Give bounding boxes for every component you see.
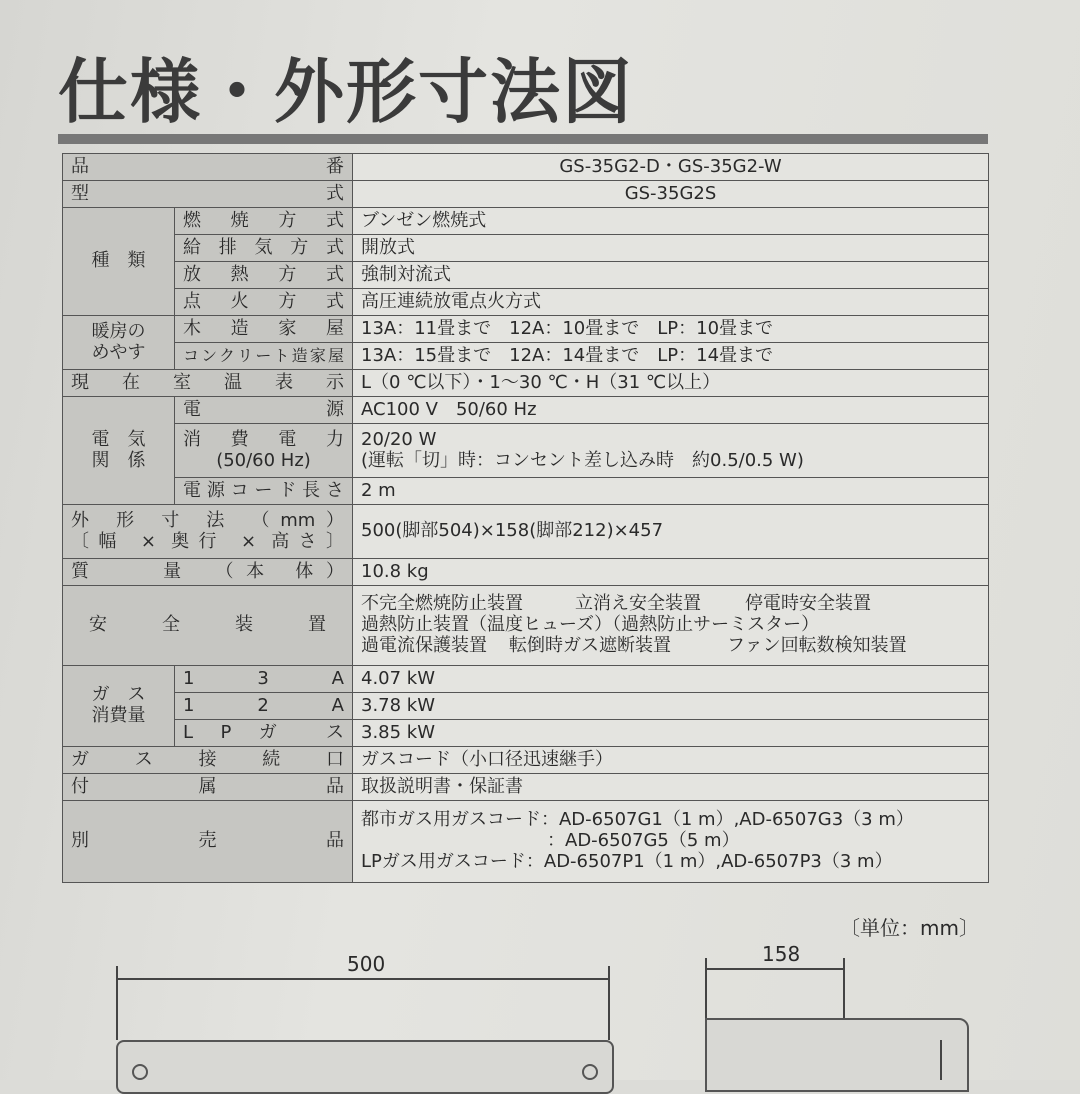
label-gas (63, 666, 175, 747)
label-cord: 電源コード長さ (175, 478, 353, 505)
row-honetsu (63, 262, 989, 289)
betsubai-line1: 都市ガス用ガスコード：AD-6507G1（1 m）,AD-6507G3（3 m） (361, 809, 914, 831)
front-view-outline (116, 1040, 614, 1094)
label-gas-13a: 1 3 A (175, 666, 353, 693)
row-kata (63, 181, 989, 208)
dim-depth-line (705, 968, 845, 970)
row-gas-12a (63, 693, 989, 720)
betsubai-line2: ：AD-6507G5（5 m） (547, 830, 740, 852)
label-shurui: 種 類 (63, 208, 175, 316)
label-concrete: コンクリート造家屋 (175, 343, 353, 370)
row-nensho (63, 208, 989, 235)
row-cord (63, 478, 989, 505)
row-gas-lp (63, 720, 989, 747)
label-hinban: 品 番 (63, 154, 353, 181)
dim-depth-label: 158 (762, 942, 801, 966)
value-dengen: AC100 V 50/60 Hz (353, 397, 989, 424)
label-kata: 型 式 (63, 181, 353, 208)
label-honetsu: 放 熱 方 式 (175, 262, 353, 289)
value-shohi-line2: (運転「切」時：コンセント差し込み時 約0.5/0.5 W) (361, 449, 804, 471)
value-setsuzoku: ガスコード（小口径迅速継手） (353, 747, 989, 774)
label-nensho: 燃 焼 方 式 (175, 208, 353, 235)
row-concrete (63, 343, 989, 370)
side-view-outline (705, 1018, 969, 1092)
label-mokuzo: 木 造 家 屋 (175, 316, 353, 343)
row-shitsuryo (63, 559, 989, 586)
label-danbou-line1: 暖房の (91, 320, 146, 342)
label-denki-line1: 電 気 (91, 428, 146, 450)
label-anzen: 安 全 装 置 (63, 586, 353, 666)
dim-width-line (116, 978, 610, 980)
dim-depth-left-tick (705, 958, 707, 1018)
spec-table (62, 153, 989, 883)
row-betsubai (63, 801, 989, 883)
row-anzen (63, 586, 989, 666)
dim-width-right-tick (608, 966, 610, 1040)
value-nensho: ブンゼン燃焼式 (353, 208, 989, 235)
dim-height-line (940, 1040, 942, 1080)
label-denki-line2: 関 係 (91, 449, 146, 471)
row-tenka (63, 289, 989, 316)
anzen-line3: 過電流保護装置 転倒時ガス遮断装置 ファン回転数検知装置 (361, 634, 907, 656)
label-shitsuryo: 質 量 （本 体） (63, 559, 353, 586)
row-mokuzo (63, 316, 989, 343)
value-fuzoku: 取扱説明書・保証書 (353, 774, 989, 801)
label-gas-line2: 消費量 (91, 705, 146, 726)
label-setsuzoku: ガ ス 接 続 口 (63, 747, 353, 774)
value-hinban: GS-35G2-D・GS-35G2-W (353, 154, 989, 181)
label-dengen: 電 源 (175, 397, 353, 424)
unit-label: 〔単位：mm〕 (840, 916, 979, 940)
row-shohi (63, 424, 989, 478)
row-gas-13a (63, 666, 989, 693)
front-view-screw-right (582, 1064, 598, 1080)
label-betsubai: 別 売 品 (63, 801, 353, 883)
value-concrete: 13A：15畳まで 12A：14畳まで LP：14畳まで (353, 343, 989, 370)
value-gas-12a: 3.78 kW (353, 693, 989, 720)
row-fuzoku (63, 774, 989, 801)
betsubai-line3: LPガス用ガスコード：AD-6507P1（1 m）,AD-6507P3（3 m） (361, 850, 893, 872)
dim-depth-right-tick (843, 958, 845, 1018)
row-setsuzoku (63, 747, 989, 774)
label-danbou (63, 316, 175, 370)
value-gas-13a: 4.07 kW (353, 666, 989, 693)
value-genzai: L（0 ℃以下）・1～30 ℃・H（31 ℃以上） (353, 370, 989, 397)
value-shitsuryo: 10.8 kg (353, 559, 989, 586)
label-gas-lp: L P ガ ス (175, 720, 353, 747)
label-genzai: 現 在 室 温 表 示 (63, 370, 353, 397)
row-dengen (63, 397, 989, 424)
page-title: 仕様・外形寸法図 (58, 51, 634, 133)
label-gas-12a: 1 2 A (175, 693, 353, 720)
value-cord: 2 m (353, 478, 989, 505)
dim-width-label: 500 (347, 952, 386, 976)
value-honetsu: 強制対流式 (353, 262, 989, 289)
label-gaikei: 外 形 寸 法 （mm） 〔幅 × 奥行 × 高さ〕 (63, 505, 353, 559)
label-gas-line1: ガ ス (91, 684, 146, 706)
front-view-screw-left (132, 1064, 148, 1080)
row-hinban (63, 154, 989, 181)
value-gaikei: 500(脚部504)×158(脚部212)×457 (353, 505, 989, 559)
label-tenka: 点 火 方 式 (175, 289, 353, 316)
dim-width-left-tick (116, 966, 118, 1040)
value-kyuhaiki: 開放式 (353, 235, 989, 262)
label-danbou-line2: めやす (91, 341, 146, 363)
anzen-line2: 過熱防止装置（温度ヒューズ）（過熱防止サーミスター） (361, 614, 820, 636)
title-underline (58, 134, 988, 144)
value-shohi (353, 424, 989, 478)
row-genzai (63, 370, 989, 397)
row-gaikei (63, 505, 989, 559)
anzen-line1: 不完全燃焼防止装置 立消え安全装置 停電時安全装置 (361, 593, 871, 615)
label-fuzoku: 付 属 品 (63, 774, 353, 801)
value-shohi-line1: 20/20 W (361, 428, 437, 450)
value-mokuzo: 13A：11畳まで 12A：10畳まで LP：10畳まで (353, 316, 989, 343)
value-gas-lp: 3.85 kW (353, 720, 989, 747)
label-shohi: 消 費 電 力 (50/60 Hz) (175, 424, 353, 478)
label-kyuhaiki: 給 排 気 方 式 (175, 235, 353, 262)
value-anzen (353, 586, 989, 666)
label-shohi-hz: (50/60 Hz) (216, 449, 311, 471)
value-kata: GS-35G2S (353, 181, 989, 208)
value-betsubai (353, 801, 989, 883)
label-denki (63, 397, 175, 505)
value-tenka: 高圧連続放電点火方式 (353, 289, 989, 316)
row-kyuhaiki (63, 235, 989, 262)
